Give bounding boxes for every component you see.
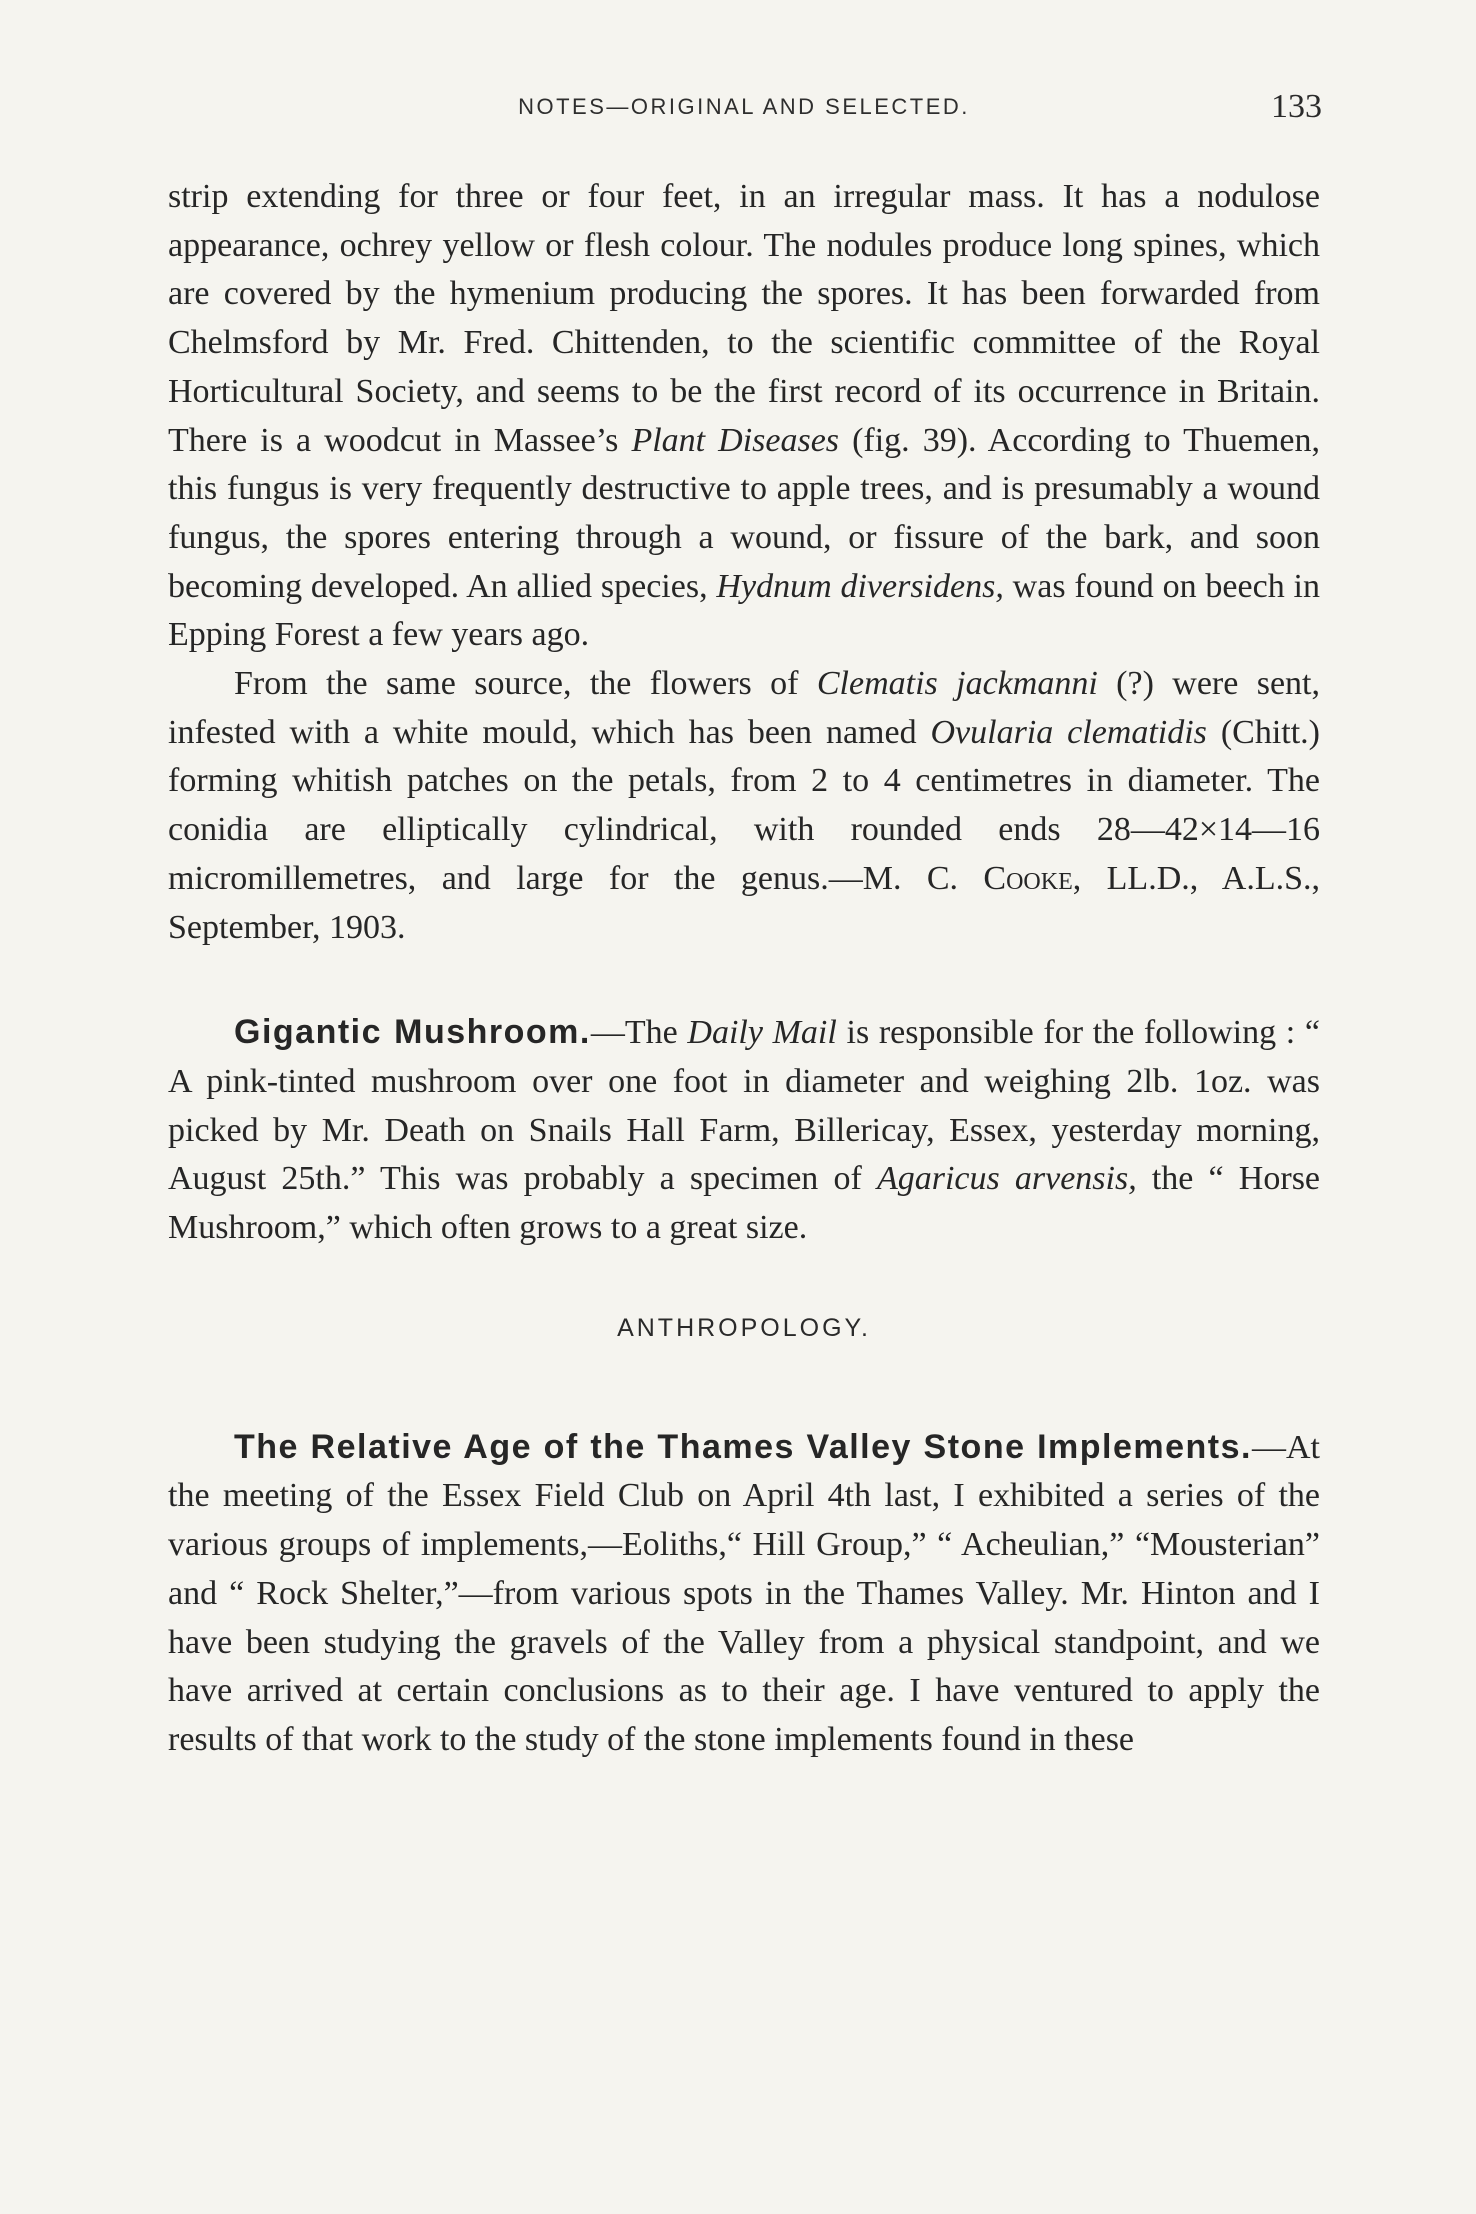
text-run: —At the meeting of the Essex Field Club on April 4th last, I exhibited a series of the various groups of implements,—Eoliths,“ Hill Group,” “ Acheulian,” “Mousterian” and “ Rock Shelter,”—from various spots in the Thames Valley. Mr. Hinton and I have been studying the gravels of the Valley from a physical standpoint, and we have arrived at certain conclusions as to their age. I have ventured to apply the results of that work to the study of the stone implements found in these <box>168 1428 1320 1758</box>
italic-title-plant-diseases: Plant Diseases <box>631 421 840 459</box>
paragraph-fungus-continued <box>168 173 1320 660</box>
text-run: is responsible for the following : “ A pink-tinted mushroom over one foot in diameter and weighing 2lb. 1oz. was picked by Mr. Death on Snails Hall Farm, Billericay, Essex, yesterday morning, August 25th.” This was probably a specimen of <box>168 1014 1320 1198</box>
text-run: From the same source, the flowers of <box>234 665 817 703</box>
body-text <box>168 173 1320 1765</box>
text-run: (fig. 39). According to Thuemen, this fungus is very frequently destructive to apple trees, and is presumably a wound fungus, the spores entering through a wound, or fissure of the bark, and soon becoming developed. An allied species, <box>168 421 1320 605</box>
paragraph-gigantic-mushroom <box>168 1008 1320 1253</box>
spacer <box>168 952 1320 1008</box>
text-run: the “ Horse Mushroom,” which often grows to a great size. <box>168 1160 1321 1247</box>
running-head: NOTES—ORIGINAL AND SELECTED. <box>518 94 970 119</box>
spacer <box>168 1393 1320 1423</box>
italic-species-ovularia: Ovularia clematidis <box>930 713 1207 751</box>
note-heading-gigantic-mushroom: Gigantic Mushroom. <box>234 1013 591 1052</box>
page-header <box>168 88 1320 138</box>
section-heading-anthropology: ANTHROPOLOGY. <box>617 1313 871 1342</box>
italic-species-hydnum: Hydnum diversidens, <box>716 567 1004 605</box>
paragraph-thames-valley <box>168 1423 1320 1765</box>
italic-species-clematis: Clematis jackmanni <box>816 665 1098 703</box>
text-run: —The <box>590 1014 688 1052</box>
text-run: (Chitt.) forming whitish patches on the petals, from 2 to 4 centimetres in diameter. The conidia are elliptically cylindrical, with rounded ends 28—42×14—16 micromillemetres, and large for the genus.—M. C. <box>168 713 1320 897</box>
text-run: (?) were sent, infested with a white mould, which has been named <box>168 665 1321 751</box>
italic-species-agaricus: Agaricus arvensis, <box>876 1160 1137 1198</box>
text-run: strip extending for three or four feet, in an irregular mass. It has a nodulose appearance, ochrey yellow or flesh colour. The nodules produce long spines, which are covered by the hymenium producing the spores. It has been forwarded from Chelmsford by Mr. Fred. Chittenden, to the scientific committee of the Royal Horticultural Society, and seems to be the first record of its occurrence in Britain. There is a woodcut in Massee’s <box>168 178 1320 459</box>
page-number: 133 <box>1271 88 1322 125</box>
text-run: was found on beech in Epping Forest a few years ago. <box>168 567 1320 654</box>
author-name: Cooke, <box>983 859 1082 897</box>
italic-title-daily-mail: Daily Mail <box>687 1014 837 1052</box>
text-run: LL.D., A.L.S., September, 1903. <box>168 859 1321 946</box>
paragraph-clematis <box>168 660 1320 952</box>
note-heading-thames-valley: The Relative Age of the Thames Valley Stone Implements. <box>234 1427 1252 1466</box>
